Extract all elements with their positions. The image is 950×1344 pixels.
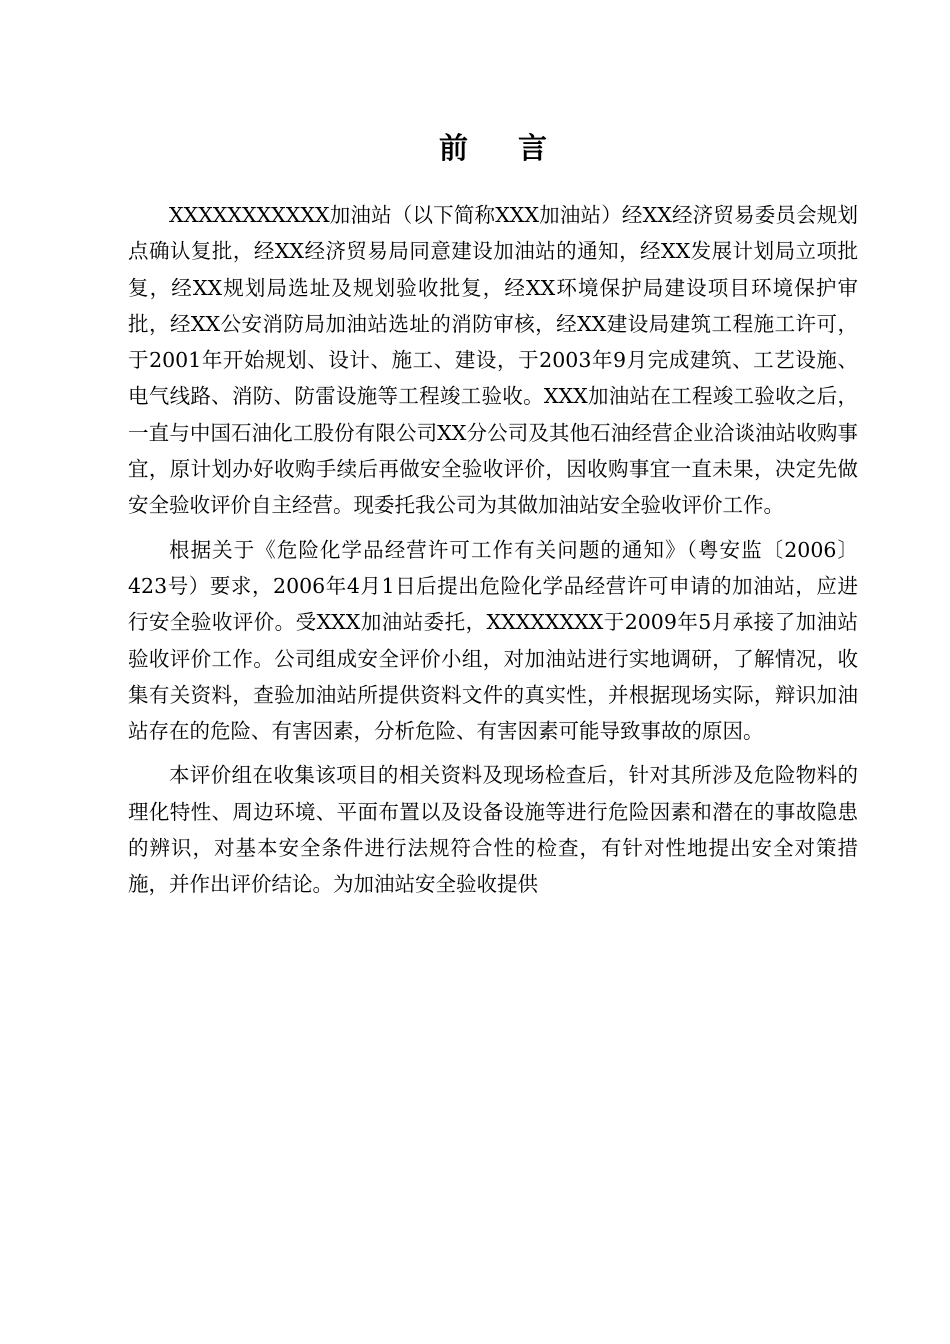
page-title: 前 言 xyxy=(438,131,568,165)
document-page xyxy=(128,120,858,903)
paragraph-3: 本评价组在收集该项目的相关资料及现场检查后，针对其所涉及危险物料的理化特性、周边环境、平面布置以及设备设施等进行危险因素和潜在的事故隐患的辨识，对基本安全条件进行法规符合性的检查，有针对性地提出安全对策措施，并作出评价结论。为加油站安全验收提供 xyxy=(128,763,858,897)
paragraph-2: 根据关于《危险化学品经营许可工作有关问题的通知》（粤安监〔2006〕423号）要求，2006年4月1日后提出危险化学品经营许可申请的加油站，应进行安全验收评价。受XXX加油站委托，XXXXXXXX于2009年5月承接了加油站验收评价工作。公司组成安全评价小组，对加油站进行实地调研，了解情况，收集有关资料，查验加油站所提供资料文件的真实性，并根据现场实际，辩识加油站存在的危险、有害因素，分析危险、有害因素可能导致事故的原因。 xyxy=(128,537,858,744)
paragraph-1: XXXXXXXXXXX加油站（以下简称XXX加油站）经XX经济贸易委员会规划点确认复批，经XX经济贸易局同意建设加油站的通知，经XX发展计划局立项批复，经XX规划局选址及规划验收批复，经XX环境保护局建设项目环境保护审批，经XX公安消防局加油站选址的消防审核，经XX建设局建筑工程施工许可，于2001年开始规划、设计、施工、建设，于2003年9月完成建筑、工艺设施、电气线路、消防、防雷设施等工程竣工验收。XXX加油站在工程竣工验收之后，一直与中国石油化工股份有限公司XX分公司及其他石油经营企业洽谈油站收购事宜，原计划办好收购手续后再做安全验收评价，因收购事宜一直未果，决定先做安全验收评价自主经营。现委托我公司为其做加油站安全验收评价工作。 xyxy=(128,203,858,518)
